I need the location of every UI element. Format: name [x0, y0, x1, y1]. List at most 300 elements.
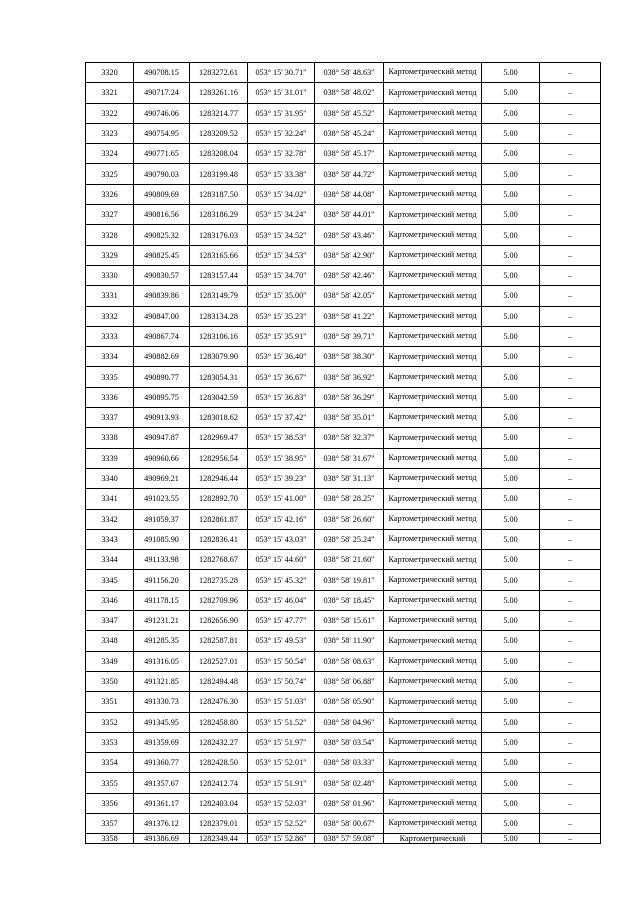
- accuracy-cell: 5.00: [482, 489, 540, 509]
- table-row: [86, 550, 601, 570]
- accuracy-cell: 5.00: [482, 164, 540, 184]
- y-coordinate-cell: 1283106.16: [190, 326, 248, 346]
- x-coordinate-cell: 491376.12: [134, 813, 190, 833]
- table-row: [86, 773, 601, 793]
- y-coordinate-cell: 1282403.04: [190, 793, 248, 813]
- accuracy-cell: 5.00: [482, 590, 540, 610]
- table-row: [86, 611, 601, 631]
- method-cell: Картометрический метод: [384, 225, 482, 245]
- y-coordinate-cell: 1282709.96: [190, 590, 248, 610]
- longitude-cell: 038° 58' 44.72": [315, 164, 384, 184]
- x-coordinate-cell: 490895.75: [134, 387, 190, 407]
- accuracy-cell: 5.00: [482, 367, 540, 387]
- y-coordinate-cell: 1282432.27: [190, 732, 248, 752]
- longitude-cell: 038° 58' 11.90": [315, 631, 384, 651]
- longitude-cell: 038° 58' 42.05": [315, 286, 384, 306]
- method-cell: Картометрический метод: [384, 448, 482, 468]
- latitude-cell: 053° 15' 50.54": [248, 651, 315, 671]
- longitude-cell: 038° 58' 44.08": [315, 184, 384, 204]
- x-coordinate-cell: 490960.66: [134, 448, 190, 468]
- y-coordinate-cell: 1283165.66: [190, 245, 248, 265]
- longitude-cell: 038° 58' 26.60": [315, 509, 384, 529]
- x-coordinate-cell: 490847.00: [134, 306, 190, 326]
- latitude-cell: 053° 15' 36.83": [248, 387, 315, 407]
- method-cell: Картометрический метод: [384, 387, 482, 407]
- x-coordinate-cell: 490890.77: [134, 367, 190, 387]
- accuracy-cell: 5.00: [482, 509, 540, 529]
- note-cell: –: [540, 570, 601, 590]
- latitude-cell: 053° 15' 34.70": [248, 265, 315, 285]
- point-number-cell: 3346: [86, 590, 134, 610]
- table-row: [86, 651, 601, 671]
- coordinates-table: [85, 62, 601, 844]
- y-coordinate-cell: 1283208.04: [190, 144, 248, 164]
- longitude-cell: 038° 58' 31.13": [315, 468, 384, 488]
- latitude-cell: 053° 15' 51.52": [248, 712, 315, 732]
- latitude-cell: 053° 15' 49.53": [248, 631, 315, 651]
- accuracy-cell: 5.00: [482, 570, 540, 590]
- table-row: [86, 265, 601, 285]
- note-cell: –: [540, 631, 601, 651]
- y-coordinate-cell: 1282861.87: [190, 509, 248, 529]
- y-coordinate-cell: 1282768.67: [190, 550, 248, 570]
- method-cell: Картометрический метод: [384, 813, 482, 833]
- accuracy-cell: 5.00: [482, 631, 540, 651]
- note-cell: –: [540, 468, 601, 488]
- note-cell: –: [540, 509, 601, 529]
- point-number-cell: 3332: [86, 306, 134, 326]
- x-coordinate-cell: 491321.85: [134, 671, 190, 691]
- x-coordinate-cell: 490867.74: [134, 326, 190, 346]
- point-number-cell: 3323: [86, 123, 134, 143]
- method-cell: Картометрический: [384, 834, 482, 844]
- accuracy-cell: 5.00: [482, 83, 540, 103]
- longitude-cell: 038° 58' 45.24": [315, 123, 384, 143]
- longitude-cell: 038° 58' 25.24": [315, 529, 384, 549]
- table-row: [86, 63, 601, 83]
- point-number-cell: 3336: [86, 387, 134, 407]
- method-cell: Картометрический метод: [384, 550, 482, 570]
- method-cell: Картометрический метод: [384, 286, 482, 306]
- x-coordinate-cell: 491231.21: [134, 611, 190, 631]
- y-coordinate-cell: 1283134.28: [190, 306, 248, 326]
- latitude-cell: 053° 15' 47.77": [248, 611, 315, 631]
- table-row: [86, 205, 601, 225]
- latitude-cell: 053° 15' 36.67": [248, 367, 315, 387]
- point-number-cell: 3348: [86, 631, 134, 651]
- y-coordinate-cell: 1282458.80: [190, 712, 248, 732]
- x-coordinate-cell: 490809.69: [134, 184, 190, 204]
- longitude-cell: 038° 58' 45.17": [315, 144, 384, 164]
- note-cell: –: [540, 245, 601, 265]
- longitude-cell: 038° 58' 04.96": [315, 712, 384, 732]
- accuracy-cell: 5.00: [482, 793, 540, 813]
- longitude-cell: 038° 58' 03.33": [315, 753, 384, 773]
- note-cell: –: [540, 205, 601, 225]
- method-cell: Картометрический метод: [384, 590, 482, 610]
- method-cell: Картометрический метод: [384, 509, 482, 529]
- method-cell: Картометрический метод: [384, 164, 482, 184]
- table-row: [86, 164, 601, 184]
- method-cell: Картометрический метод: [384, 529, 482, 549]
- y-coordinate-cell: 1282379.01: [190, 813, 248, 833]
- point-number-cell: 3326: [86, 184, 134, 204]
- point-number-cell: 3343: [86, 529, 134, 549]
- x-coordinate-cell: 490708.15: [134, 63, 190, 83]
- note-cell: –: [540, 448, 601, 468]
- point-number-cell: 3331: [86, 286, 134, 306]
- method-cell: Картометрический метод: [384, 570, 482, 590]
- y-coordinate-cell: 1282946.44: [190, 468, 248, 488]
- latitude-cell: 053° 15' 32.24": [248, 123, 315, 143]
- x-coordinate-cell: 491178.15: [134, 590, 190, 610]
- x-coordinate-cell: 490839.86: [134, 286, 190, 306]
- longitude-cell: 038° 58' 01.96": [315, 793, 384, 813]
- accuracy-cell: 5.00: [482, 611, 540, 631]
- x-coordinate-cell: 490754.95: [134, 123, 190, 143]
- method-cell: Картометрический метод: [384, 103, 482, 123]
- note-cell: –: [540, 813, 601, 833]
- method-cell: Картометрический метод: [384, 611, 482, 631]
- table-row: [86, 753, 601, 773]
- note-cell: –: [540, 590, 601, 610]
- accuracy-cell: 5.00: [482, 529, 540, 549]
- latitude-cell: 053° 15' 34.02": [248, 184, 315, 204]
- longitude-cell: 038° 58' 18.45": [315, 590, 384, 610]
- x-coordinate-cell: 491360.77: [134, 753, 190, 773]
- accuracy-cell: 5.00: [482, 123, 540, 143]
- longitude-cell: 038° 58' 32.37": [315, 428, 384, 448]
- note-cell: –: [540, 184, 601, 204]
- method-cell: Картометрический метод: [384, 428, 482, 448]
- table-row: [86, 245, 601, 265]
- point-number-cell: 3327: [86, 205, 134, 225]
- method-cell: Картометрический метод: [384, 123, 482, 143]
- accuracy-cell: 5.00: [482, 692, 540, 712]
- note-cell: –: [540, 671, 601, 691]
- method-cell: Картометрический метод: [384, 245, 482, 265]
- table-row: [86, 631, 601, 651]
- point-number-cell: 3325: [86, 164, 134, 184]
- latitude-cell: 053° 15' 34.24": [248, 205, 315, 225]
- latitude-cell: 053° 15' 38.53": [248, 428, 315, 448]
- longitude-cell: 038° 58' 36.92": [315, 367, 384, 387]
- accuracy-cell: 5.00: [482, 265, 540, 285]
- x-coordinate-cell: 490913.93: [134, 408, 190, 428]
- latitude-cell: 053° 15' 42.16": [248, 509, 315, 529]
- accuracy-cell: 5.00: [482, 732, 540, 752]
- latitude-cell: 053° 15' 31.01": [248, 83, 315, 103]
- point-number-cell: 3356: [86, 793, 134, 813]
- accuracy-cell: 5.00: [482, 205, 540, 225]
- method-cell: Картометрический метод: [384, 326, 482, 346]
- note-cell: –: [540, 712, 601, 732]
- x-coordinate-cell: 490825.32: [134, 225, 190, 245]
- table-row: [86, 692, 601, 712]
- table-row: [86, 184, 601, 204]
- x-coordinate-cell: 490816.56: [134, 205, 190, 225]
- y-coordinate-cell: 1282494.48: [190, 671, 248, 691]
- point-number-cell: 3351: [86, 692, 134, 712]
- y-coordinate-cell: 1282412.74: [190, 773, 248, 793]
- point-number-cell: 3358: [86, 834, 134, 844]
- x-coordinate-cell: 491361.17: [134, 793, 190, 813]
- latitude-cell: 053° 15' 50.74": [248, 671, 315, 691]
- y-coordinate-cell: 1283157.44: [190, 265, 248, 285]
- point-number-cell: 3353: [86, 732, 134, 752]
- point-number-cell: 3354: [86, 753, 134, 773]
- longitude-cell: 038° 58' 36.29": [315, 387, 384, 407]
- x-coordinate-cell: 490717.24: [134, 83, 190, 103]
- point-number-cell: 3337: [86, 408, 134, 428]
- note-cell: –: [540, 144, 601, 164]
- point-number-cell: 3329: [86, 245, 134, 265]
- note-cell: –: [540, 529, 601, 549]
- table-row: [86, 286, 601, 306]
- accuracy-cell: 5.00: [482, 834, 540, 844]
- table-row: [86, 387, 601, 407]
- accuracy-cell: 5.00: [482, 773, 540, 793]
- table-row: [86, 712, 601, 732]
- accuracy-cell: 5.00: [482, 753, 540, 773]
- accuracy-cell: 5.00: [482, 387, 540, 407]
- note-cell: –: [540, 428, 601, 448]
- accuracy-cell: 5.00: [482, 651, 540, 671]
- latitude-cell: 053° 15' 37.42": [248, 408, 315, 428]
- method-cell: Картометрический метод: [384, 773, 482, 793]
- longitude-cell: 038° 58' 08.63": [315, 651, 384, 671]
- longitude-cell: 038° 58' 43.46": [315, 225, 384, 245]
- x-coordinate-cell: 490830.57: [134, 265, 190, 285]
- longitude-cell: 038° 58' 21.60": [315, 550, 384, 570]
- y-coordinate-cell: 1282956.54: [190, 448, 248, 468]
- x-coordinate-cell: 490771.65: [134, 144, 190, 164]
- table-row: [86, 83, 601, 103]
- table-row: [86, 144, 601, 164]
- point-number-cell: 3334: [86, 347, 134, 367]
- accuracy-cell: 5.00: [482, 550, 540, 570]
- table-row: [86, 347, 601, 367]
- note-cell: –: [540, 387, 601, 407]
- method-cell: Картометрический метод: [384, 712, 482, 732]
- longitude-cell: 038° 58' 28.25": [315, 489, 384, 509]
- method-cell: Картометрический метод: [384, 408, 482, 428]
- table-row: [86, 225, 601, 245]
- method-cell: Картометрический метод: [384, 753, 482, 773]
- latitude-cell: 053° 15' 51.03": [248, 692, 315, 712]
- point-number-cell: 3345: [86, 570, 134, 590]
- note-cell: –: [540, 123, 601, 143]
- x-coordinate-cell: 490947.87: [134, 428, 190, 448]
- table-row: [86, 793, 601, 813]
- method-cell: Картометрический метод: [384, 306, 482, 326]
- latitude-cell: 053° 15' 41.00": [248, 489, 315, 509]
- method-cell: Картометрический метод: [384, 347, 482, 367]
- point-number-cell: 3330: [86, 265, 134, 285]
- point-number-cell: 3321: [86, 83, 134, 103]
- accuracy-cell: 5.00: [482, 326, 540, 346]
- accuracy-cell: 5.00: [482, 448, 540, 468]
- latitude-cell: 053° 15' 46.04": [248, 590, 315, 610]
- x-coordinate-cell: 491059.37: [134, 509, 190, 529]
- longitude-cell: 038° 58' 19.81": [315, 570, 384, 590]
- note-cell: –: [540, 326, 601, 346]
- point-number-cell: 3324: [86, 144, 134, 164]
- table-row: [86, 834, 601, 844]
- latitude-cell: 053° 15' 34.52": [248, 225, 315, 245]
- method-cell: Картометрический метод: [384, 631, 482, 651]
- method-cell: Картометрический метод: [384, 205, 482, 225]
- x-coordinate-cell: 490882.69: [134, 347, 190, 367]
- note-cell: –: [540, 611, 601, 631]
- method-cell: Картометрический метод: [384, 265, 482, 285]
- y-coordinate-cell: 1282735.28: [190, 570, 248, 590]
- y-coordinate-cell: 1283186.29: [190, 205, 248, 225]
- method-cell: Картометрический метод: [384, 63, 482, 83]
- longitude-cell: 038° 58' 48.63": [315, 63, 384, 83]
- latitude-cell: 053° 15' 44.60": [248, 550, 315, 570]
- note-cell: –: [540, 834, 601, 844]
- point-number-cell: 3339: [86, 448, 134, 468]
- longitude-cell: 038° 58' 48.02": [315, 83, 384, 103]
- y-coordinate-cell: 1282836.41: [190, 529, 248, 549]
- x-coordinate-cell: 491156.20: [134, 570, 190, 590]
- latitude-cell: 053° 15' 43.03": [248, 529, 315, 549]
- longitude-cell: 038° 58' 03.54": [315, 732, 384, 752]
- longitude-cell: 038° 58' 35.01": [315, 408, 384, 428]
- latitude-cell: 053° 15' 51.97": [248, 732, 315, 752]
- point-number-cell: 3333: [86, 326, 134, 346]
- point-number-cell: 3338: [86, 428, 134, 448]
- table-row: [86, 813, 601, 833]
- x-coordinate-cell: 491133.98: [134, 550, 190, 570]
- accuracy-cell: 5.00: [482, 671, 540, 691]
- y-coordinate-cell: 1283018.62: [190, 408, 248, 428]
- point-number-cell: 3344: [86, 550, 134, 570]
- accuracy-cell: 5.00: [482, 428, 540, 448]
- method-cell: Картометрический метод: [384, 732, 482, 752]
- x-coordinate-cell: 491330.73: [134, 692, 190, 712]
- table-row: [86, 509, 601, 529]
- accuracy-cell: 5.00: [482, 225, 540, 245]
- x-coordinate-cell: 491386.69: [134, 834, 190, 844]
- latitude-cell: 053° 15' 52.86": [248, 834, 315, 844]
- longitude-cell: 038° 58' 38.30": [315, 347, 384, 367]
- table-row: [86, 448, 601, 468]
- y-coordinate-cell: 1282527.01: [190, 651, 248, 671]
- accuracy-cell: 5.00: [482, 286, 540, 306]
- method-cell: Картометрический метод: [384, 468, 482, 488]
- note-cell: –: [540, 793, 601, 813]
- x-coordinate-cell: 491085.90: [134, 529, 190, 549]
- x-coordinate-cell: 491023.55: [134, 489, 190, 509]
- note-cell: –: [540, 408, 601, 428]
- accuracy-cell: 5.00: [482, 306, 540, 326]
- method-cell: Картометрический метод: [384, 367, 482, 387]
- method-cell: Картометрический метод: [384, 184, 482, 204]
- point-number-cell: 3352: [86, 712, 134, 732]
- accuracy-cell: 5.00: [482, 184, 540, 204]
- longitude-cell: 038° 58' 42.90": [315, 245, 384, 265]
- note-cell: –: [540, 225, 601, 245]
- x-coordinate-cell: 490825.45: [134, 245, 190, 265]
- x-coordinate-cell: 491357.67: [134, 773, 190, 793]
- y-coordinate-cell: 1283199.48: [190, 164, 248, 184]
- accuracy-cell: 5.00: [482, 63, 540, 83]
- accuracy-cell: 5.00: [482, 144, 540, 164]
- accuracy-cell: 5.00: [482, 468, 540, 488]
- latitude-cell: 053° 15' 51.91": [248, 773, 315, 793]
- method-cell: Картометрический метод: [384, 144, 482, 164]
- latitude-cell: 053° 15' 30.71": [248, 63, 315, 83]
- method-cell: Картометрический метод: [384, 671, 482, 691]
- longitude-cell: 038° 58' 39.71": [315, 326, 384, 346]
- y-coordinate-cell: 1283176.03: [190, 225, 248, 245]
- note-cell: –: [540, 347, 601, 367]
- accuracy-cell: 5.00: [482, 103, 540, 123]
- y-coordinate-cell: 1283209.52: [190, 123, 248, 143]
- note-cell: –: [540, 83, 601, 103]
- latitude-cell: 053° 15' 38.95": [248, 448, 315, 468]
- table-row: [86, 123, 601, 143]
- note-cell: –: [540, 773, 601, 793]
- table-row: [86, 489, 601, 509]
- method-cell: Картометрический метод: [384, 692, 482, 712]
- point-number-cell: 3349: [86, 651, 134, 671]
- latitude-cell: 053° 15' 36.40": [248, 347, 315, 367]
- accuracy-cell: 5.00: [482, 245, 540, 265]
- note-cell: –: [540, 265, 601, 285]
- longitude-cell: 038° 58' 02.48": [315, 773, 384, 793]
- y-coordinate-cell: 1283261.16: [190, 83, 248, 103]
- longitude-cell: 038° 58' 31.67": [315, 448, 384, 468]
- latitude-cell: 053° 15' 35.00": [248, 286, 315, 306]
- note-cell: –: [540, 103, 601, 123]
- point-number-cell: 3340: [86, 468, 134, 488]
- latitude-cell: 053° 15' 52.01": [248, 753, 315, 773]
- note-cell: –: [540, 692, 601, 712]
- point-number-cell: 3342: [86, 509, 134, 529]
- latitude-cell: 053° 15' 45.32": [248, 570, 315, 590]
- y-coordinate-cell: 1283042.59: [190, 387, 248, 407]
- longitude-cell: 038° 58' 00.67": [315, 813, 384, 833]
- longitude-cell: 038° 58' 05.90": [315, 692, 384, 712]
- longitude-cell: 038° 58' 15.61": [315, 611, 384, 631]
- y-coordinate-cell: 1283149.79: [190, 286, 248, 306]
- latitude-cell: 053° 15' 39.23": [248, 468, 315, 488]
- y-coordinate-cell: 1282428.50: [190, 753, 248, 773]
- note-cell: –: [540, 732, 601, 752]
- note-cell: –: [540, 306, 601, 326]
- longitude-cell: 038° 58' 41.22": [315, 306, 384, 326]
- longitude-cell: 038° 58' 42.46": [315, 265, 384, 285]
- y-coordinate-cell: 1282476.30: [190, 692, 248, 712]
- y-coordinate-cell: 1282656.90: [190, 611, 248, 631]
- y-coordinate-cell: 1283054.31: [190, 367, 248, 387]
- x-coordinate-cell: 490746.06: [134, 103, 190, 123]
- table-row: [86, 529, 601, 549]
- table-row: [86, 671, 601, 691]
- accuracy-cell: 5.00: [482, 712, 540, 732]
- table-row: [86, 306, 601, 326]
- y-coordinate-cell: 1283187.50: [190, 184, 248, 204]
- method-cell: Картометрический метод: [384, 651, 482, 671]
- point-number-cell: 3335: [86, 367, 134, 387]
- table-row: [86, 408, 601, 428]
- latitude-cell: 053° 15' 35.91": [248, 326, 315, 346]
- x-coordinate-cell: 491285.35: [134, 631, 190, 651]
- method-cell: Картометрический метод: [384, 793, 482, 813]
